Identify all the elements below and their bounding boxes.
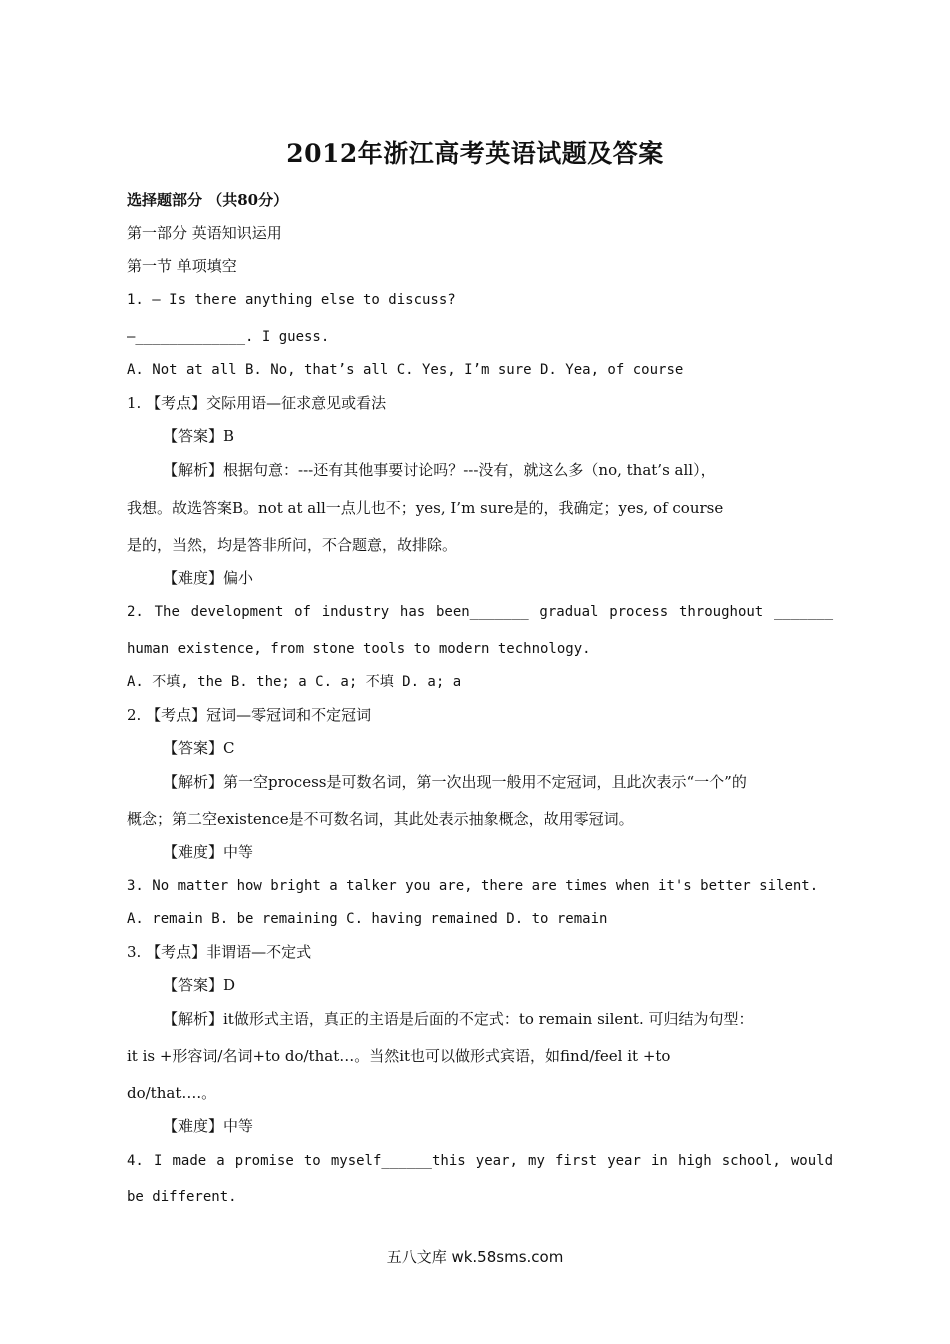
question-1-prompt: 1. — Is there anything else to discuss? — [127, 292, 456, 308]
answer-2-explanation-line-2: 概念；第二空existence是不可数名词，其此处表示抽象概念，故用零冠词。 — [127, 810, 634, 828]
answer-2-topic: 2. 【考点】冠词—零冠词和不定冠词 — [127, 706, 372, 724]
question-1-options: A. Not at all B. No, that’s all C. Yes, I’m sure D. Yea, of course — [127, 362, 684, 378]
answer-2-explanation-line-1: 【解析】第一空process是可数名词，第一次出现一般用不定冠词，且此次表示“一个”的 — [163, 773, 747, 791]
question-2-options: A. 不填, the B. the; a C. a; 不填 D. a; a — [127, 674, 462, 690]
answer-3-difficulty: 【难度】中等 — [163, 1117, 254, 1135]
answer-3-key: 【答案】D — [163, 976, 236, 994]
question-2-prompt-line-1: 2. The development of industry has been_______ gradual process throughout _______ — [127, 604, 833, 620]
section-heading: 选择题部分 （共80分） — [127, 191, 289, 209]
question-3-prompt: 3. No matter how bright a talker you are, there are times when it's better silent. — [127, 878, 819, 894]
answer-3-explanation-line-2: it is +形容词/名词+to do/that…。当然it也可以做形式宾语，如find/feel it +to — [127, 1047, 671, 1065]
answer-2-difficulty: 【难度】中等 — [163, 843, 254, 861]
answer-1-topic: 1. 【考点】交际用语—征求意见或看法 — [127, 394, 387, 412]
answer-1-explanation-line-2: 我想。故选答案B。not at all一点儿也不；yes, I’m sure是的，我确定；yes, of course — [127, 499, 724, 517]
answer-1-difficulty: 【难度】偏小 — [163, 569, 254, 587]
question-3-options: A. remain B. be remaining C. having remained D. to remain — [127, 911, 608, 927]
question-1-response: —_____________. I guess. — [127, 329, 330, 345]
question-4-prompt-line-1: 4. I made a promise to myself______this year, my first year in high school, would — [127, 1153, 833, 1169]
answer-1-explanation-line-1: 【解析】根据句意：---还有其他事要讨论吗？---没有，就这么多（no, that’s all）， — [163, 461, 716, 479]
document-title: 2012年浙江高考英语试题及答案 — [286, 139, 664, 168]
answer-2-key: 【答案】C — [163, 739, 235, 757]
answer-3-explanation-line-3: do/that….。 — [127, 1084, 217, 1102]
footer-watermark: 五八文库 wk.58sms.com — [386, 1248, 564, 1266]
question-4-prompt-line-2: be different. — [127, 1189, 237, 1205]
subsection-heading: 第一节 单项填空 — [127, 257, 237, 275]
question-2-prompt-line-2: human existence, from stone tools to modern technology. — [127, 641, 591, 657]
part-heading: 第一部分 英语知识运用 — [127, 224, 282, 242]
answer-1-explanation-line-3: 是的，当然，均是答非所问，不合题意，故排除。 — [127, 536, 458, 554]
answer-3-explanation-line-1: 【解析】it做形式主语，真正的主语是后面的不定式：to remain silent. 可归结为句型： — [163, 1010, 754, 1028]
answer-1-key: 【答案】B — [163, 427, 235, 445]
answer-3-topic: 3. 【考点】非谓语—不定式 — [127, 943, 312, 961]
